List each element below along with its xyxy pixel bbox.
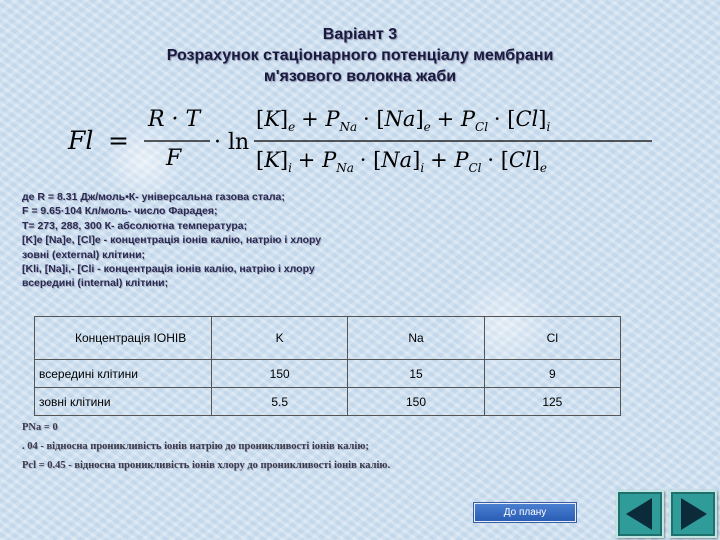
table-cell: 150: [348, 388, 484, 416]
formula-rt: R · T: [148, 107, 201, 132]
membrane-potential-formula: [68, 102, 658, 180]
table-cell: 15: [348, 360, 484, 388]
table-row: [35, 388, 621, 416]
table-row-label: зовні клітини: [35, 388, 212, 416]
table-row: [35, 360, 621, 388]
table-header-cell: Na: [348, 317, 484, 360]
table-header-cell: K: [212, 317, 348, 360]
formula-equals: =: [108, 126, 129, 155]
definition-line: F = 9.65·104 Кл/моль- число Фарадея;: [22, 205, 218, 218]
table-header-cell: Концентрація ІОНІВ: [35, 317, 212, 360]
table-cell: 5.5: [212, 388, 348, 416]
triangle-right-icon: [671, 492, 715, 536]
formula-f: F: [166, 146, 182, 171]
ion-concentration-table: [34, 316, 621, 416]
variable-definitions: [22, 190, 442, 291]
table-header-cell: Cl: [484, 317, 620, 360]
table-cell: 125: [484, 388, 620, 416]
note-line: PNa = 0: [22, 422, 58, 433]
formula-denominator: $[K]_i$ + $P_{Na}$ · $[Na]_i$ + $P_{Cl}$ · $[Cl]_e$: [256, 148, 548, 175]
table-cell: 150: [212, 360, 348, 388]
table-cell: 9: [484, 360, 620, 388]
definition-line: [Kli, [Na]i,- [Cli - концентрація іонів калію, натрію і хлору: [22, 263, 315, 276]
definition-line: [K]e [Na]e, [Cl]e - концентрація іонів калію, натрію і хлору: [22, 234, 322, 247]
to-plan-button[interactable]: До плану: [474, 503, 576, 522]
table-header-row: [35, 317, 621, 360]
definition-line: де R = 8.31 Дж/моль•К- універсальна газова стала;: [22, 191, 285, 203]
definition-line: T= 273, 288, 300 К- абсолютна температура;: [22, 219, 248, 232]
permeability-notes: [22, 418, 502, 475]
definition-line: всередині (internal) клітини;: [22, 277, 169, 290]
formula-ln: · ln: [214, 130, 250, 155]
formula-lhs: Fl: [68, 126, 94, 155]
previous-slide-button[interactable]: [616, 490, 664, 538]
triangle-left-icon: [618, 492, 662, 536]
note-line: Pcl = 0.45 - відносна проникливість іонів хлору до проникливості іонів калію.: [22, 460, 391, 471]
definition-line: зовні (external) клітини;: [22, 248, 146, 261]
note-line: . 04 - відносна проникливість іонів натрію до проникливості іонів калію;: [22, 441, 369, 452]
slide-title-line1: Варіант 3: [322, 26, 398, 43]
slide-title-line2: Розрахунок стаціонарного потенціалу мембрани: [166, 47, 554, 64]
formula-numerator: $[K]_e$ + $P_{Na}$ · $[Na]_e$ + $P_{Cl}$ · $[Cl]_i$: [256, 107, 551, 134]
slide-title-line3: м'язового волокна жаби: [263, 68, 457, 85]
next-slide-button[interactable]: [669, 490, 717, 538]
table-row-label: всередині клітини: [35, 360, 212, 388]
